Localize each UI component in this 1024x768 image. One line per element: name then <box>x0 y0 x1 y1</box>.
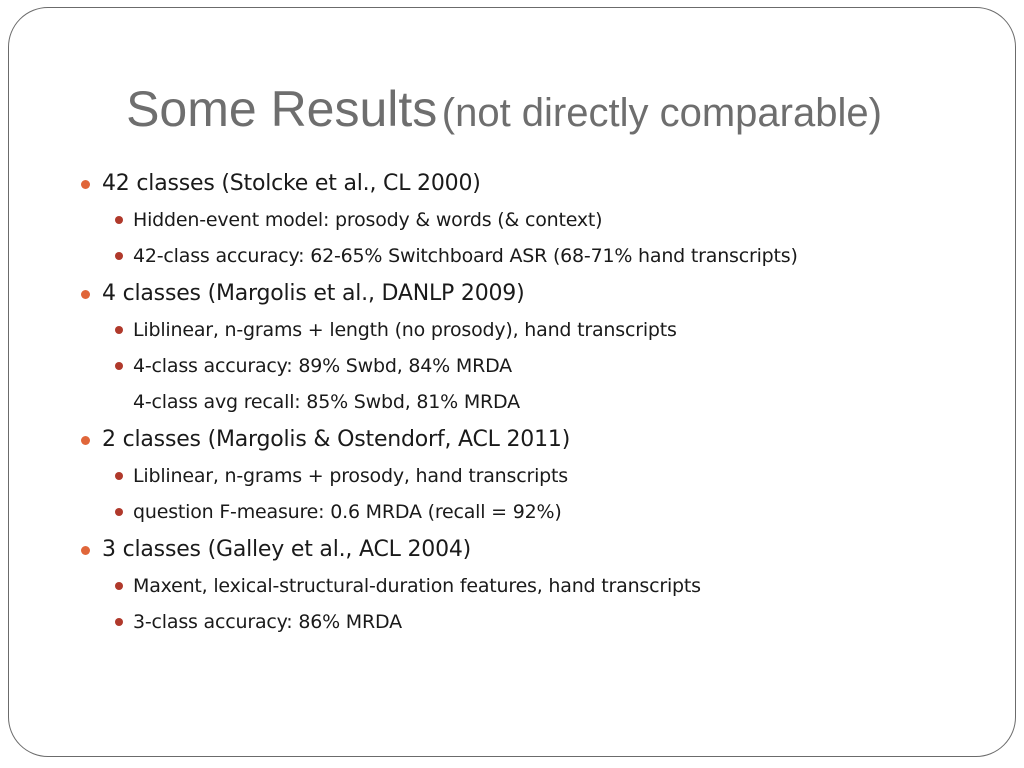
bullet-dot-icon <box>81 180 90 189</box>
sub-bullet-group <box>75 458 1005 530</box>
bullet-dot-icon <box>81 436 90 445</box>
slide-title <box>0 81 1016 137</box>
bullet-text: 2 classes (Margolis & Ostendorf, ACL 2011) <box>102 427 571 452</box>
sub-bullet-item <box>75 312 1005 348</box>
sub-bullet-text: Hidden-event model: prosody & words (& context) <box>133 209 603 231</box>
bullet-list <box>75 166 1005 642</box>
bullet-item <box>75 532 1005 568</box>
sub-bullet-text: Liblinear, n-grams + prosody, hand transcripts <box>133 465 568 487</box>
sub-bullet-item <box>75 604 1005 640</box>
sub-bullet-group <box>75 568 1005 640</box>
title-subtitle: (not directly comparable) <box>441 91 882 135</box>
sub-bullet-item <box>75 568 1005 604</box>
bullet-text: 42 classes (Stolcke et al., CL 2000) <box>102 171 481 196</box>
sub-bullet-dot-icon <box>115 326 123 334</box>
sub-bullet-text: 4-class avg recall: 85% Swbd, 81% MRDA <box>133 391 520 413</box>
sub-bullet-text: question F-measure: 0.6 MRDA (recall = 92%) <box>133 501 562 523</box>
bullet-dot-icon <box>81 290 90 299</box>
sub-bullet-text: Maxent, lexical-structural-duration features, hand transcripts <box>133 575 701 597</box>
sub-bullet-item <box>75 238 1005 274</box>
bullet-dot-icon <box>81 546 90 555</box>
sub-bullet-text: 4-class accuracy: 89% Swbd, 84% MRDA <box>133 355 512 377</box>
sub-bullet-dot-icon <box>115 618 123 626</box>
sub-bullet-dot-icon <box>115 472 123 480</box>
sub-bullet-dot-icon <box>115 508 123 516</box>
sub-bullet-text: Liblinear, n-grams + length (no prosody), hand transcripts <box>133 319 677 341</box>
bullet-text: 4 classes (Margolis et al., DANLP 2009) <box>102 281 525 306</box>
sub-bullet-group <box>75 202 1005 274</box>
sub-bullet-continuation <box>75 384 1005 420</box>
sub-bullet-item <box>75 202 1005 238</box>
sub-bullet-text: 42-class accuracy: 62-65% Switchboard ASR (68-71% hand transcripts) <box>133 245 798 267</box>
title-main: Some Results <box>126 81 438 137</box>
sub-bullet-group <box>75 312 1005 420</box>
bullet-text: 3 classes (Galley et al., ACL 2004) <box>102 537 472 562</box>
sub-bullet-dot-icon <box>115 582 123 590</box>
sub-bullet-text: 3-class accuracy: 86% MRDA <box>133 611 402 633</box>
bullet-item <box>75 422 1005 458</box>
sub-bullet-dot-icon <box>115 362 123 370</box>
sub-bullet-item <box>75 494 1005 530</box>
sub-bullet-dot-icon <box>115 216 123 224</box>
sub-bullet-item <box>75 348 1005 384</box>
bullet-item <box>75 276 1005 312</box>
sub-bullet-dot-icon <box>115 252 123 260</box>
bullet-item <box>75 166 1005 202</box>
sub-bullet-item <box>75 458 1005 494</box>
